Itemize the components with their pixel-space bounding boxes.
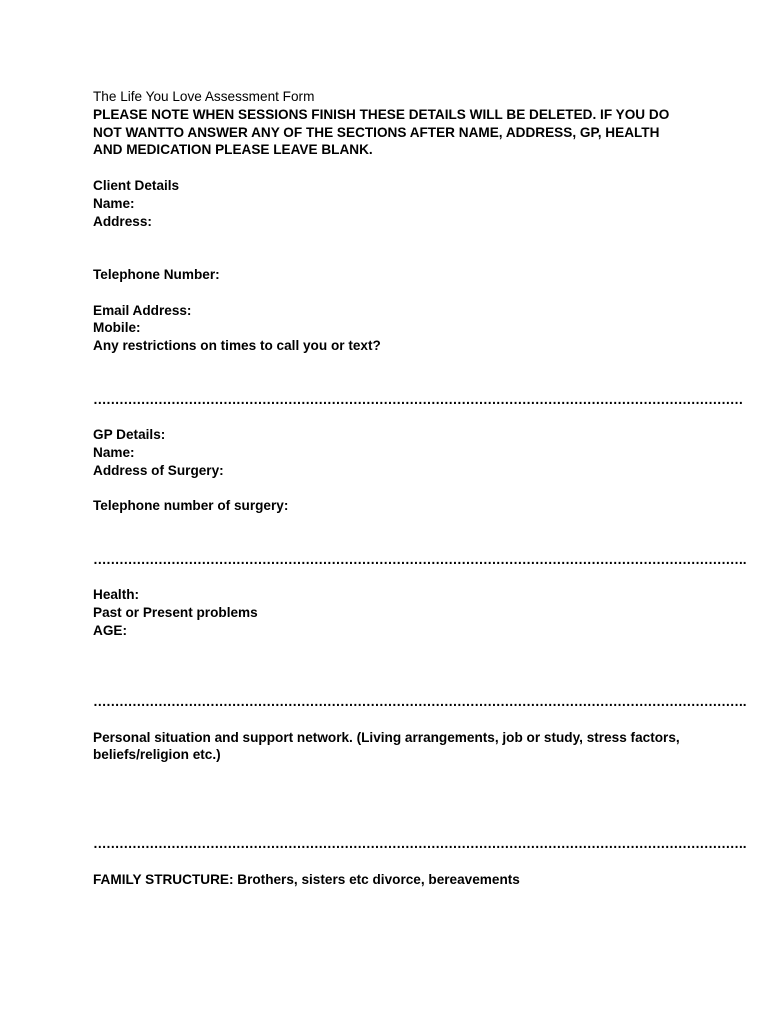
spacer [93, 284, 683, 302]
spacer [93, 159, 683, 177]
family-structure-label[interactable]: FAMILY STRUCTURE: Brothers, sisters etc divorce, bereavements [93, 872, 520, 888]
spacer [93, 569, 683, 587]
health-age-label[interactable]: AGE: [93, 622, 127, 638]
deletion-notice: PLEASE NOTE WHEN SESSIONS FINISH THESE DETAILS WILL BE DELETED. IF YOU DO NOT WANTTO ANSWER ANY OF THE SECTIONS AFTER NAME, ADDRESS, GP, HEALTH AND MEDICATION PLEASE LEAVE BLANK. [93, 106, 674, 158]
health-heading: Health: [93, 587, 140, 603]
client-restrictions-label[interactable]: Any restrictions on times to call you or text? [93, 338, 381, 354]
gp-section-separator: ……………………………………………………………………………………………………………………………………. [93, 551, 746, 567]
client-telephone-label[interactable]: Telephone Number: [93, 266, 220, 282]
gp-name-label[interactable]: Name: [93, 444, 135, 460]
client-address-field[interactable] [93, 230, 683, 266]
spacer [93, 408, 683, 426]
gp-address-label[interactable]: Address of Surgery: [93, 462, 224, 478]
assessment-form-page [93, 88, 746, 889]
spacer [93, 853, 683, 871]
personal-situation-label[interactable]: Personal situation and support network. (Living arrangements, job or study, stress factors, beliefs/religion etc.) [93, 729, 684, 763]
gp-telephone-label[interactable]: Telephone number of surgery: [93, 498, 289, 514]
form-title: The Life You Love Assessment Form [93, 89, 315, 104]
personal-situation-field[interactable] [93, 764, 683, 835]
health-field[interactable] [93, 640, 683, 693]
client-email-label[interactable]: Email Address: [93, 302, 192, 318]
health-problems-label[interactable]: Past or Present problems [93, 605, 258, 621]
spacer [93, 711, 683, 729]
health-section-separator: ……………………………………………………………………………………………………………………………………. [93, 694, 746, 710]
gp-telephone-field[interactable] [93, 515, 683, 551]
client-section-separator: …………………………………………………………………………………………………………………………………… [93, 391, 743, 407]
personal-section-separator: ……………………………………………………………………………………………………………………………………. [93, 836, 746, 852]
gp-details-heading: GP Details: [93, 427, 166, 443]
client-address-label[interactable]: Address: [93, 213, 152, 229]
client-mobile-label[interactable]: Mobile: [93, 320, 141, 336]
client-details-heading: Client Details [93, 177, 180, 193]
client-name-label[interactable]: Name: [93, 195, 135, 211]
client-restrictions-field[interactable] [93, 355, 683, 391]
spacer [93, 480, 683, 498]
